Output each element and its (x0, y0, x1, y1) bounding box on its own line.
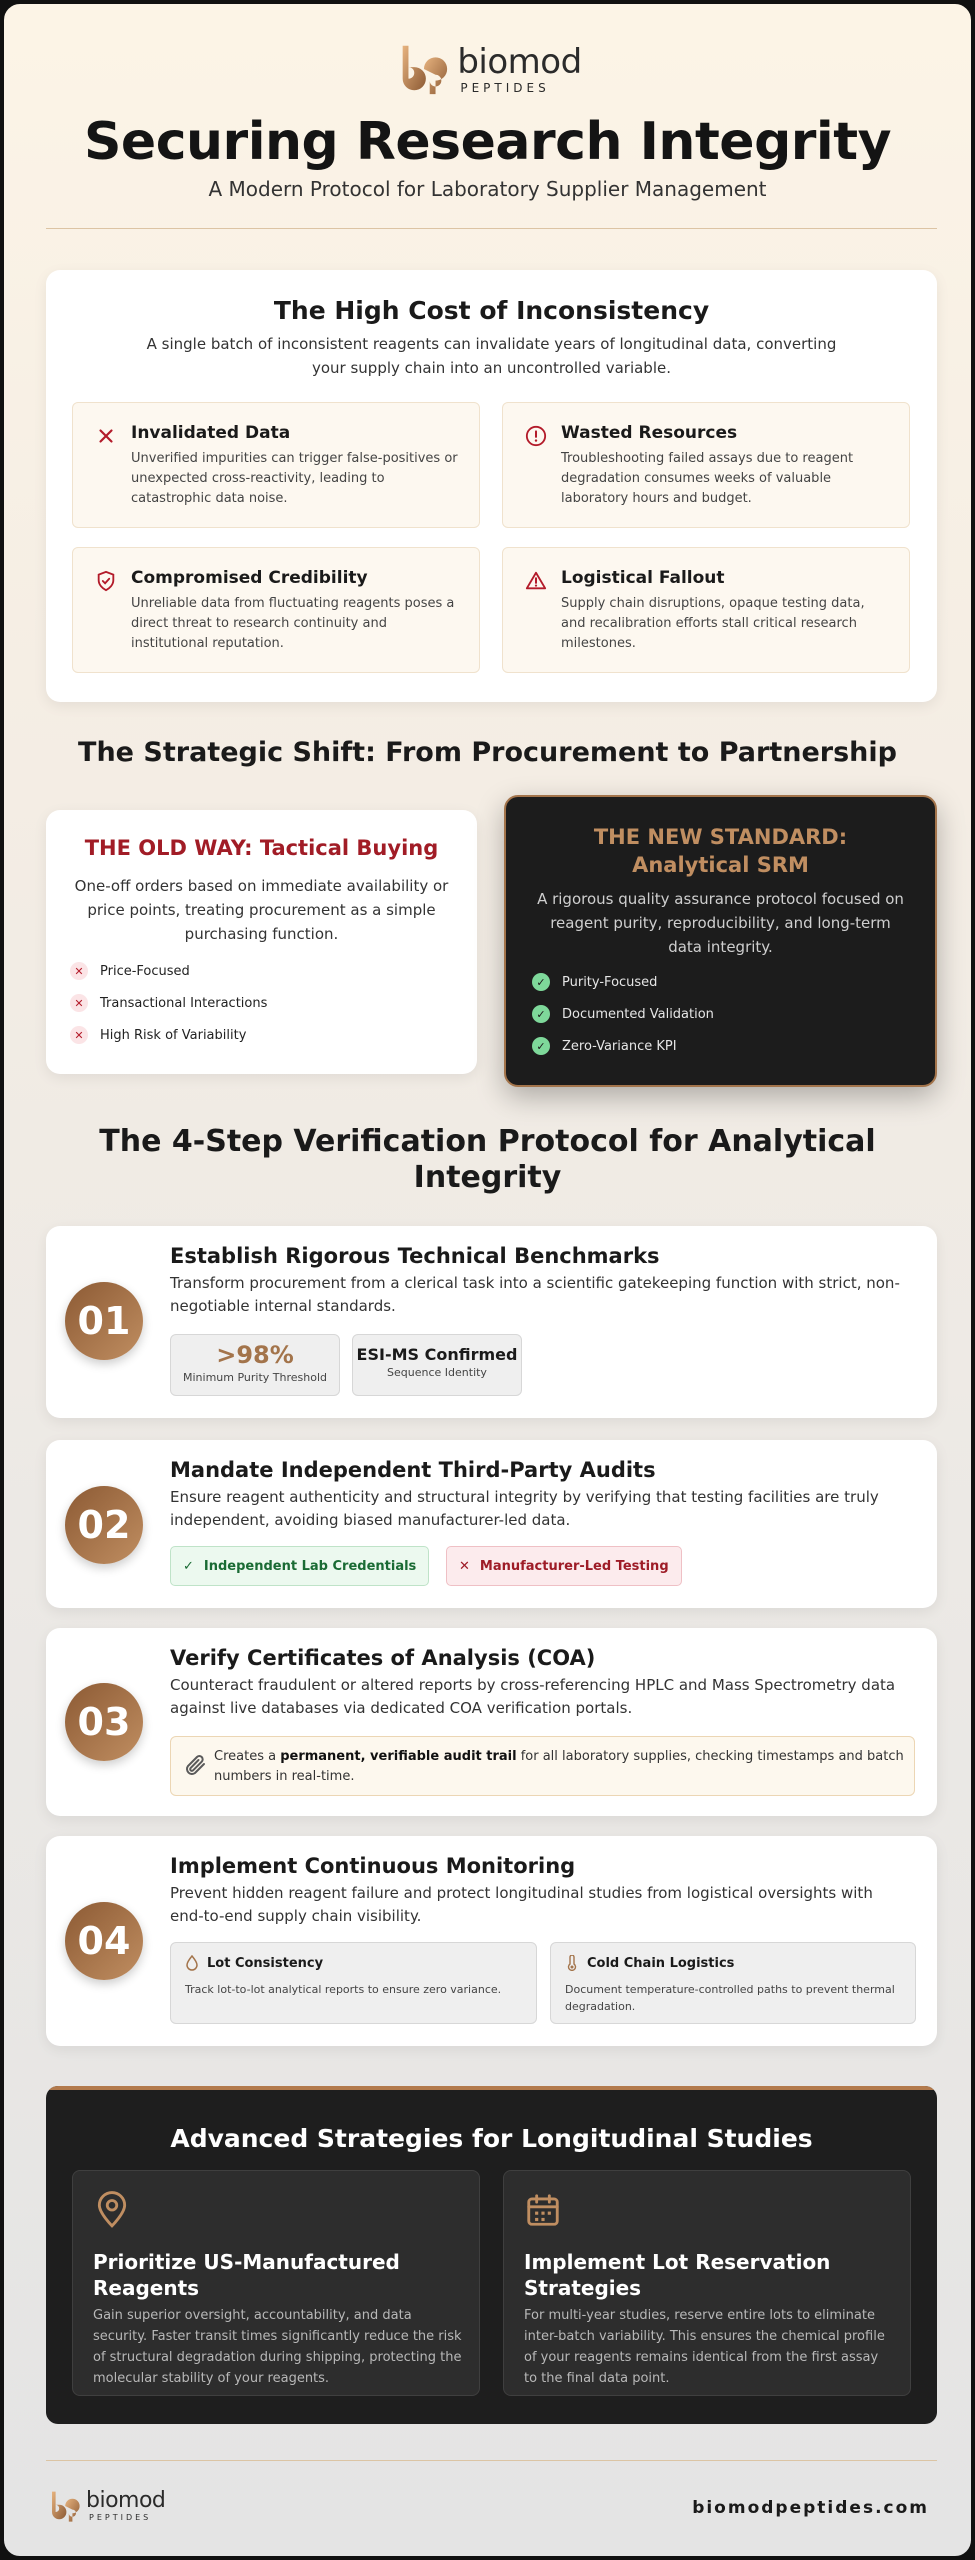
step-text: Ensure reagent authenticity and structural integrity by verifying that testing facilities are truly independent, avoiding biased manufacturer-led data. (170, 1488, 879, 1529)
old-way-title: THE OLD WAY: Tactical Buying (84, 836, 439, 860)
risk-text: Unreliable data from fluctuating reagents poses a direct threat to research continuity and institutional reputation. (131, 596, 455, 651)
monitor-cold-chain (550, 1942, 916, 2024)
risk-title: Invalidated Data (131, 423, 291, 443)
advanced-card-title: Prioritize US-Manufactured Reagents (93, 2250, 400, 2300)
old-way-item: ✕ Price-Focused (70, 962, 190, 980)
step-number: 01 (65, 1282, 143, 1360)
benchmark-label: Minimum Purity Threshold (183, 1371, 327, 1384)
warning-triangle-icon (525, 570, 547, 592)
divider (46, 228, 937, 229)
check-icon: ✓ (183, 1558, 194, 1574)
footer-url-link[interactable]: biomodpeptides.com (692, 2498, 929, 2518)
protocol-title: The 4-Step Verification Protocol for Analytical Integrity (99, 1124, 876, 1195)
step-number: 03 (65, 1683, 143, 1761)
map-pin-icon (93, 2191, 131, 2229)
monitor-text: Track lot-to-lot analytical reports to ensure zero variance. (185, 1983, 502, 1996)
biomod-logo-icon (46, 2488, 82, 2524)
risk-text: Supply chain disruptions, opaque testing data, and recalibration efforts stall critical research milestones. (561, 596, 865, 651)
advanced-card-title: Implement Lot Reservation Strategies (524, 2250, 831, 2300)
risk-text: Troubleshooting failed assays due to reagent degradation consumes weeks of valuable laboratory hours and budget. (561, 451, 854, 506)
new-standard-item: ✓ Purity-Focused (532, 973, 657, 991)
cost-section (46, 270, 937, 702)
brand-name: biomod (86, 2488, 166, 2513)
alert-circle-icon (525, 425, 547, 447)
step-title: Mandate Independent Third-Party Audits (170, 1458, 656, 1482)
risk-title: Logistical Fallout (561, 568, 725, 588)
benchmark-sequence (352, 1334, 522, 1396)
audit-trail-text: Creates a permanent, verifiable audit trail for all laboratory supplies, checking timestamps and batch numbers in real-time. (214, 1749, 904, 1784)
page-frame (2, 2, 973, 2558)
x-icon (95, 425, 117, 447)
benchmark-purity (170, 1334, 340, 1396)
check-icon: ✓ (532, 1037, 550, 1055)
advanced-card-text: For multi-year studies, reserve entire lots to eliminate inter-batch variability. This ensures the chemical profile of your reagents remains identical from the first assay to the final data point. (524, 2308, 885, 2386)
step-title: Verify Certificates of Analysis (COA) (170, 1646, 596, 1670)
step-number: 04 (65, 1902, 143, 1980)
risk-title: Compromised Credibility (131, 568, 368, 588)
benchmark-value: >98% (216, 1341, 294, 1369)
paperclip-icon (183, 1753, 207, 1777)
step-card (46, 1836, 937, 2046)
monitor-title: Cold Chain Logistics (587, 1956, 735, 1971)
old-way-description: One-off orders based on immediate availability or price points, treating procurement as a simple purchasing function. (74, 877, 449, 943)
calendar-icon (524, 2191, 562, 2229)
old-way-item: ✕ High Risk of Variability (70, 1026, 246, 1044)
footer-logo[interactable] (46, 2488, 165, 2524)
brand-name: biomod (457, 41, 582, 82)
x-icon: ✕ (70, 962, 88, 980)
brand-sub: PEPTIDES (460, 80, 550, 95)
shield-icon (95, 570, 117, 592)
cost-description: A single batch of inconsistent reagents can invalidate years of longitudinal data, converting your supply chain into an uncontrolled variable. (146, 335, 837, 377)
new-standard-description: A rigorous quality assurance protocol focused on reagent purity, reproducibility, and long-term data integrity. (537, 890, 904, 956)
monitor-text: Document temperature-controlled paths to prevent thermal degradation. (565, 1983, 895, 2013)
step-title: Establish Rigorous Technical Benchmarks (170, 1244, 660, 1268)
shift-title: The Strategic Shift: From Procurement to Partnership (78, 737, 897, 768)
risk-card (502, 402, 910, 528)
tag-independent-lab: ✓ Independent Lab Credentials (170, 1546, 429, 1586)
benchmark-value: ESI-MS Confirmed (356, 1345, 518, 1364)
step-card (46, 1440, 937, 1608)
step-number: 02 (65, 1486, 143, 1564)
check-icon: ✓ (532, 1005, 550, 1023)
new-standard-item: ✓ Documented Validation (532, 1005, 714, 1023)
step-text: Counteract fraudulent or altered reports by cross-referencing HPLC and Mass Spectrometry data against live databases via dedicated COA verification portals. (170, 1676, 896, 1717)
monitor-lot-consistency (170, 1942, 537, 2024)
advanced-card (72, 2170, 480, 2396)
thermometer-icon (565, 1955, 579, 1971)
new-standard-card (504, 795, 937, 1087)
step-text: Prevent hidden reagent failure and protect longitudinal studies from logistical oversights with end-to-end supply chain visibility. (170, 1884, 873, 1925)
audit-trail-note (170, 1736, 915, 1796)
risk-card (502, 547, 910, 673)
risk-card (72, 402, 480, 528)
droplet-icon (185, 1955, 199, 1971)
tag-manufacturer-testing: ✕ Manufacturer-Led Testing (446, 1546, 682, 1586)
risk-card (72, 547, 480, 673)
cost-title: The High Cost of Inconsistency (273, 296, 710, 325)
x-icon: ✕ (70, 1026, 88, 1044)
advanced-card-text: Gain superior oversight, accountability, and data security. Faster transit times significantly reduce the risk of structural degradation during shipping, protecting the molecular stability of your reagents. (93, 2308, 462, 2386)
check-icon: ✓ (532, 973, 550, 991)
brand-sub: PEPTIDES (89, 2513, 152, 2522)
advanced-section (46, 2086, 937, 2424)
old-way-item: ✕ Transactional Interactions (70, 994, 267, 1012)
new-standard-title: THE NEW STANDARD: Analytical SRM (593, 825, 848, 877)
divider (46, 2460, 937, 2461)
monitor-title: Lot Consistency (207, 1956, 324, 1971)
x-icon: ✕ (70, 994, 88, 1012)
risk-text: Unverified impurities can trigger false-positives or unexpected cross-reactivity, leading to catastrophic data noise. (131, 451, 458, 506)
biomod-logo-icon (393, 40, 451, 98)
page-title: Securing Research Integrity (83, 112, 892, 172)
step-card (46, 1628, 937, 1816)
x-icon: ✕ (459, 1558, 470, 1574)
brand-logo[interactable] (4, 40, 971, 98)
new-standard-item: ✓ Zero-Variance KPI (532, 1037, 677, 1055)
advanced-card (503, 2170, 911, 2396)
risk-title: Wasted Resources (561, 423, 738, 443)
page-subtitle: A Modern Protocol for Laboratory Supplier Management (208, 177, 767, 201)
step-card (46, 1226, 937, 1418)
benchmark-label: Sequence Identity (387, 1366, 487, 1379)
old-way-card (46, 810, 477, 1074)
step-text: Transform procurement from a clerical task into a scientific gatekeeping function with strict, non-negotiable internal standards. (170, 1274, 900, 1315)
advanced-title: Advanced Strategies for Longitudinal Studies (170, 2124, 813, 2153)
step-title: Implement Continuous Monitoring (170, 1854, 576, 1878)
